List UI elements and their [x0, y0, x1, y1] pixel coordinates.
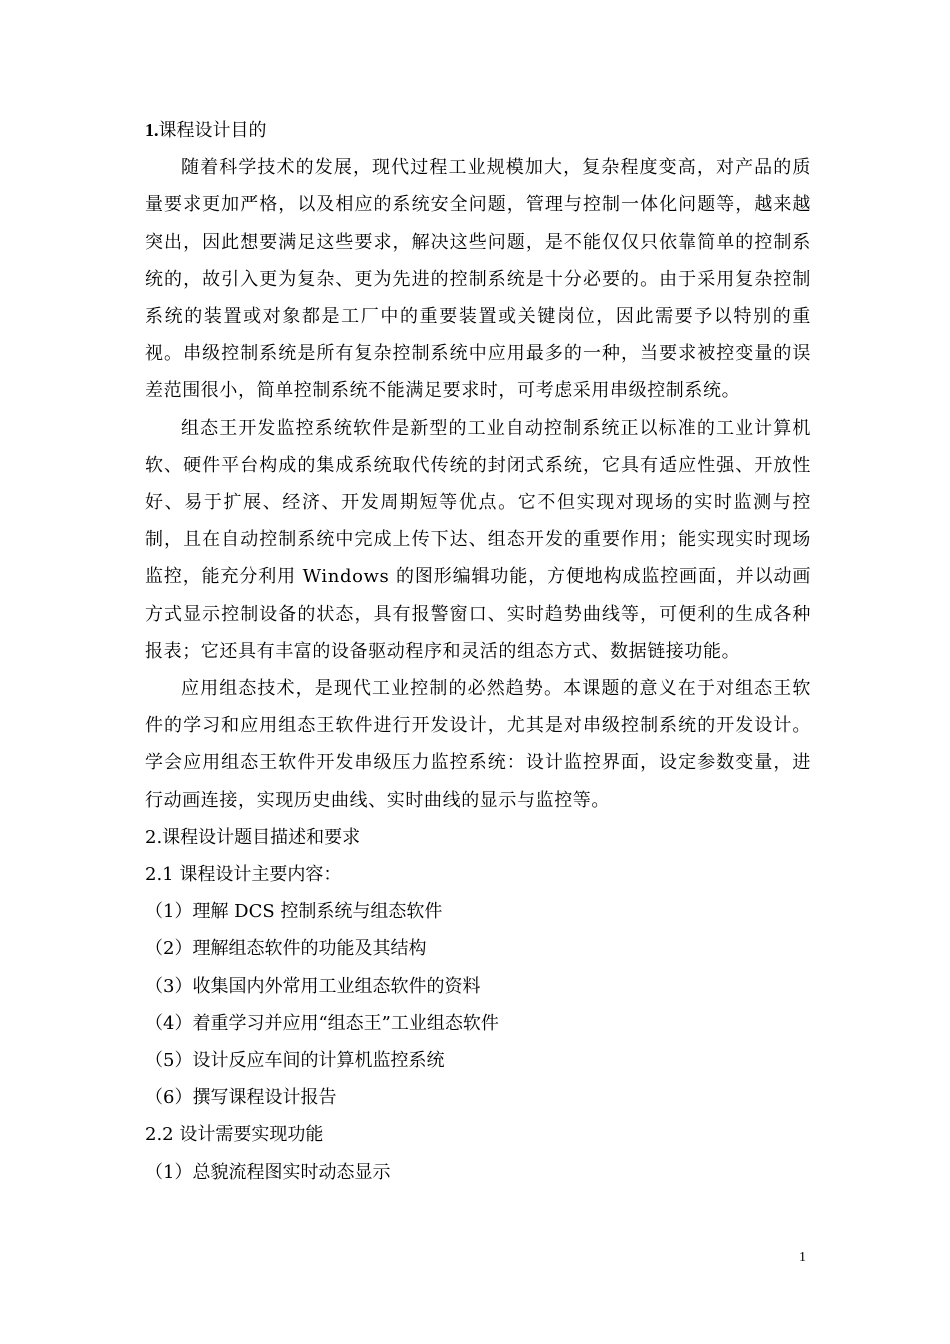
list-item: （1）总貌流程图实时动态显示 — [145, 1161, 391, 1183]
section-1-number: 1. — [145, 120, 159, 140]
section-1-title: 课程设计目的 — [158, 120, 267, 141]
section-1-paragraph-2: 组态王开发监控系统软件是新型的工业自动控制系统正以标准的工业计算机软、硬件平台构成的集成系统取代传统的封闭式系统，它具有适应性强、开放性好、易于扩展、经济、开发周期短等优点。它不但实现对现场的实时监测与控制，且在自动控制系统中完成上传下达、组态开发的重要作用；能实现实时现场监控，能充分利用 Windows 的图形编辑功能，方便地构成监控画面，并以动画方式显示控制设备的状态，具有报警窗口、实时趋势曲线等，可便利的生成各种报表；它还具有丰富的设备驱动程序和灵活的组态方式、数据链接功能。 — [145, 417, 811, 662]
page-content — [145, 112, 811, 1191]
list-item: （6）撰写课程设计报告 — [145, 1087, 337, 1109]
subsection-2-1-heading: 2.1 课程设计主要内容： — [145, 864, 342, 886]
list-item: （1）理解 DCS 控制系统与组态软件 — [145, 901, 443, 923]
list-item: （5）设计反应车间的计算机监控系统 — [145, 1050, 445, 1072]
section-1-heading — [145, 112, 811, 149]
list-item: （2）理解组态软件的功能及其结构 — [145, 938, 427, 960]
list-item: （3）收集国内外常用工业组态软件的资料 — [145, 975, 481, 997]
subsection-2-2-heading: 2.2 设计需要实现功能 — [145, 1124, 324, 1146]
page-number: 1 — [799, 1250, 806, 1265]
section-1-paragraph-1: 随着科学技术的发展，现代过程工业规模加大，复杂程度变高，对产品的质量要求更加严格，以及相应的系统安全问题，管理与控制一体化问题等，越来越突出，因此想要满足这些要求，解决这些问题，是不能仅仅只依靠简单的控制系统的，故引入更为复杂、更为先进的控制系统是十分必要的。由于采用复杂控制系统的装置或对象都是工厂中的重要装置或关键岗位，因此需要予以特别的重视。串级控制系统是所有复杂控制系统中应用最多的一种，当要求被控变量的误差范围很小，简单控制系统不能满足要求时，可考虑采用串级控制系统。 — [145, 157, 811, 402]
section-2-heading: 2.课程设计题目描述和要求 — [145, 826, 361, 848]
section-1-paragraph-3: 应用组态技术，是现代工业控制的必然趋势。本课题的意义在于对组态王软件的学习和应用组态王软件进行开发设计，尤其是对串级控制系统的开发设计。学会应用组态王软件开发串级压力监控系统：设计监控界面，设定参数变量，进行动画连接，实现历史曲线、实时曲线的显示与监控等。 — [145, 678, 811, 811]
list-item: （4）着重学习并应用“组态王”工业组态软件 — [145, 1012, 499, 1034]
